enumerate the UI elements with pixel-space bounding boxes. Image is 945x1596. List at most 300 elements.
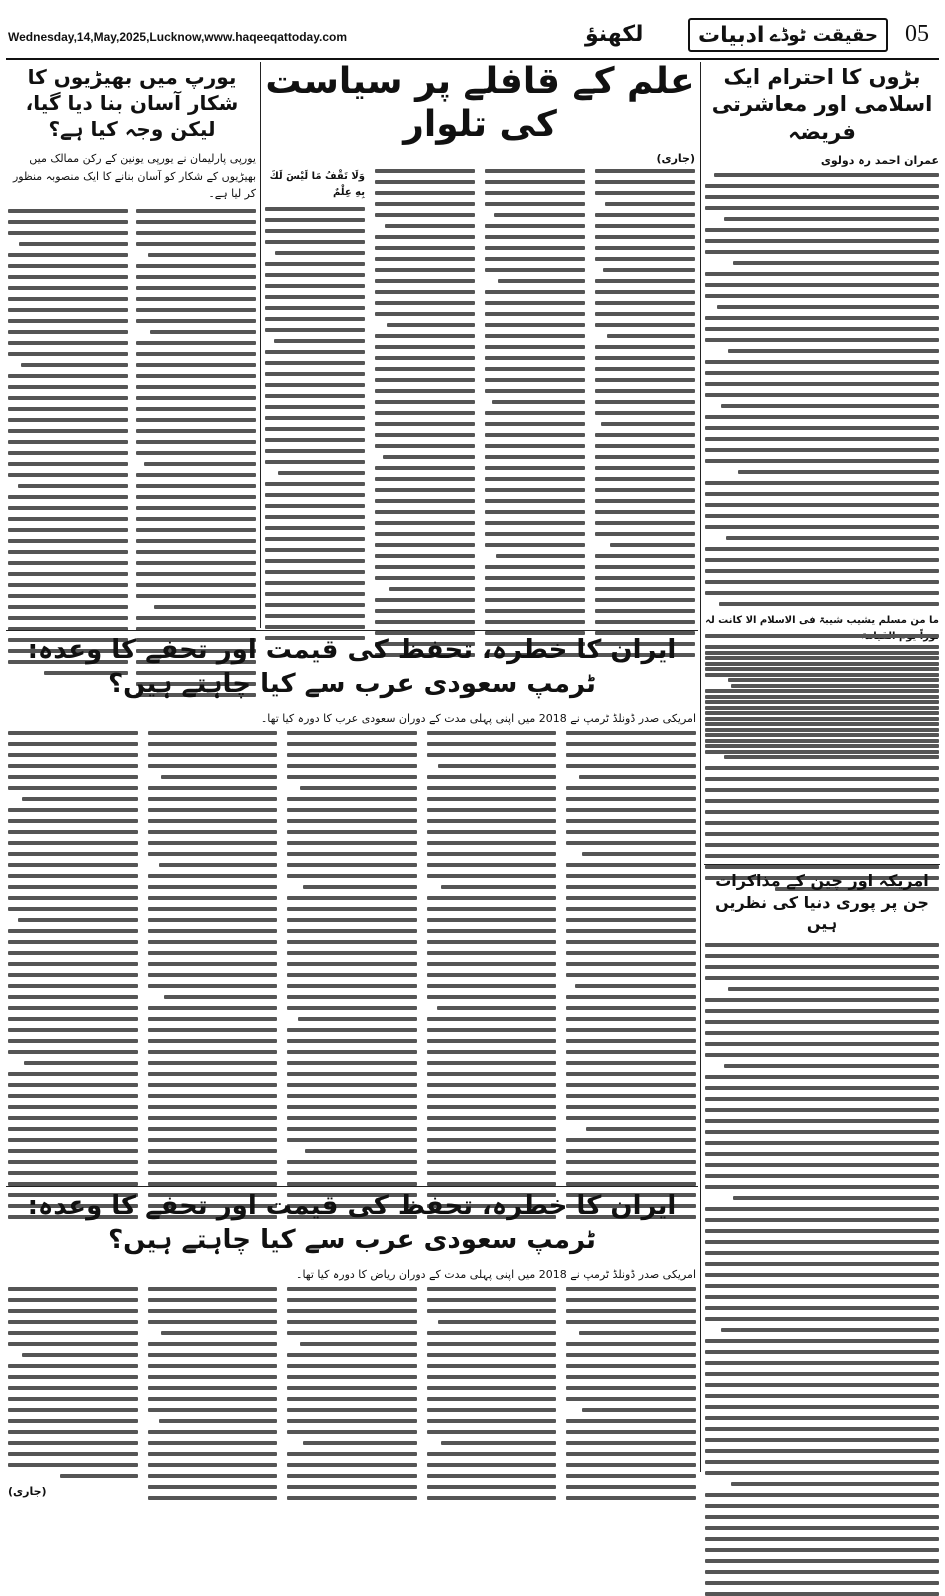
- text-line: [144, 462, 256, 466]
- text-line: [705, 744, 939, 748]
- text-line: [485, 444, 585, 448]
- text-line: [136, 209, 256, 213]
- text-line: [485, 543, 585, 547]
- text-line: [8, 352, 128, 356]
- text-line: [375, 576, 475, 580]
- text-line: [566, 1138, 696, 1142]
- text-line: [287, 775, 417, 779]
- text-line: [136, 363, 256, 367]
- text-line: [287, 731, 417, 735]
- text-line: [566, 786, 696, 790]
- text-line: [148, 1028, 278, 1032]
- text-line: [427, 1485, 557, 1489]
- text-line: [136, 440, 256, 444]
- text-line: [148, 1485, 278, 1489]
- middle-section-rule: [6, 1186, 698, 1187]
- text-line: [705, 492, 939, 496]
- text-line: [427, 1061, 557, 1065]
- text-line: [150, 330, 256, 334]
- trump-article: [8, 634, 696, 1182]
- text-line: [287, 995, 417, 999]
- text-line: [427, 1017, 557, 1021]
- text-line: [566, 1050, 696, 1054]
- text-line: [427, 1094, 557, 1098]
- text-line: [8, 885, 138, 889]
- text-line: [8, 264, 128, 268]
- text-line: [148, 1072, 278, 1076]
- text-line: [566, 1452, 696, 1456]
- text-line: [8, 517, 128, 521]
- text-line: [8, 1430, 138, 1434]
- text-line: [705, 1449, 939, 1453]
- text-line: [148, 1149, 278, 1153]
- text-line: [566, 940, 696, 944]
- text-line: [485, 246, 585, 250]
- text-line: [136, 495, 256, 499]
- text-line: [485, 235, 585, 239]
- text-line: [566, 731, 696, 735]
- text-line: [427, 852, 557, 856]
- text-line: [427, 830, 557, 834]
- text-line: [8, 764, 138, 768]
- text-line: [705, 1031, 939, 1035]
- knowledge-article-continued: (جاری): [656, 152, 695, 166]
- text-line: [265, 372, 365, 376]
- text-line: [485, 378, 585, 382]
- text-line: [494, 213, 585, 217]
- text-line: [427, 995, 557, 999]
- text-line: [148, 1386, 278, 1390]
- text-line: [148, 1050, 278, 1054]
- text-line: [8, 418, 128, 422]
- text-line: [8, 539, 128, 543]
- text-line: [375, 609, 475, 613]
- text-line: [8, 1017, 138, 1021]
- text-line: [148, 1061, 278, 1065]
- text-line: [8, 561, 128, 565]
- text-line: [566, 1397, 696, 1401]
- text-line: [60, 1474, 138, 1478]
- text-line: [485, 180, 585, 184]
- text-line: [427, 863, 557, 867]
- text-line: [485, 268, 585, 272]
- text-line: [566, 1353, 696, 1357]
- text-line: [136, 264, 256, 268]
- text-line: [265, 361, 365, 365]
- text-line: [287, 808, 417, 812]
- text-line: [375, 301, 475, 305]
- text-line: [485, 576, 585, 580]
- text-line: [148, 962, 278, 966]
- text-line: [136, 451, 256, 455]
- text-line: [705, 1152, 939, 1156]
- text-line: [496, 554, 585, 558]
- text-line: [148, 896, 278, 900]
- text-line: [427, 1397, 557, 1401]
- text-line: [136, 319, 256, 323]
- text-line: [375, 169, 475, 173]
- text-line: [148, 918, 278, 922]
- text-line: [8, 841, 138, 845]
- text-line: [427, 1430, 557, 1434]
- text-line: [595, 290, 695, 294]
- text-line: [719, 602, 939, 606]
- text-line: [566, 1116, 696, 1120]
- text-line: [595, 488, 695, 492]
- text-line: [375, 290, 475, 294]
- text-line: [375, 202, 475, 206]
- text-line: [427, 1160, 557, 1164]
- text-line: [287, 1061, 417, 1065]
- text-line: [148, 764, 278, 768]
- text-line: [595, 312, 695, 316]
- text-line: [705, 1207, 939, 1211]
- text-line: [714, 173, 939, 177]
- text-line: [8, 863, 138, 867]
- text-line: [8, 253, 128, 257]
- text-line: [148, 1171, 278, 1175]
- text-line: [427, 1149, 557, 1153]
- text-line: [705, 250, 939, 254]
- text-line: [8, 1375, 138, 1379]
- text-line: [136, 275, 256, 279]
- text-line: [705, 1383, 939, 1387]
- text-line: [148, 1320, 278, 1324]
- text-line: [8, 1408, 138, 1412]
- text-line: [566, 896, 696, 900]
- text-line: [595, 213, 695, 217]
- text-line: [148, 1452, 278, 1456]
- text-line: [485, 191, 585, 195]
- text-line: [595, 455, 695, 459]
- text-line: [724, 1064, 939, 1068]
- text-line: [8, 473, 128, 477]
- text-line: [8, 753, 138, 757]
- text-line: [498, 279, 585, 283]
- text-line: [287, 918, 417, 922]
- text-line: [375, 268, 475, 272]
- trump-article-repeat-title: ایران کا خطرہ، تحفظ کی قیمت اور تحفے کا وعدہ: ٹرمپ سعودی عرب سے کیا چاہتے ہیں؟: [27, 1191, 677, 1255]
- text-line: [375, 400, 475, 404]
- text-line: [265, 515, 365, 519]
- text-line: [705, 1438, 939, 1442]
- text-line: [427, 1353, 557, 1357]
- text-line: [265, 262, 365, 266]
- text-line: [582, 852, 696, 856]
- text-line: [136, 506, 256, 510]
- text-line: [566, 841, 696, 845]
- text-line: [485, 290, 585, 294]
- text-line: [485, 202, 585, 206]
- text-line: [724, 217, 939, 221]
- text-line: [8, 973, 138, 977]
- text-line: [595, 191, 695, 195]
- text-line: [8, 1386, 138, 1390]
- text-line: [705, 437, 939, 441]
- text-line: [705, 976, 939, 980]
- text-line: [265, 240, 365, 244]
- text-line: [287, 764, 417, 768]
- text-line: [375, 345, 475, 349]
- text-line: [375, 499, 475, 503]
- text-line: [566, 742, 696, 746]
- text-line: [566, 797, 696, 801]
- text-line: [427, 1083, 557, 1087]
- text-line: [8, 385, 128, 389]
- text-line: [265, 592, 365, 596]
- text-line: [161, 1331, 278, 1335]
- respect-article-title: بڑوں کا احترام ایک اسلامی اور معاشرتی فریضہ: [711, 65, 933, 144]
- trump-article-title: ایران کا خطرہ، تحفظ کی قیمت اور تحفے کا وعدہ: ٹرمپ سعودی عرب سے کیا چاہتے ہیں؟: [27, 635, 677, 699]
- text-line: [148, 819, 278, 823]
- text-line: [566, 1419, 696, 1423]
- text-line: [427, 896, 557, 900]
- text-line: [595, 477, 695, 481]
- text-line: [733, 261, 939, 265]
- text-line: [287, 1006, 417, 1010]
- text-line: [136, 396, 256, 400]
- text-line: [8, 1083, 138, 1087]
- text-line: [136, 583, 256, 587]
- text-line: [287, 1408, 417, 1412]
- text-line: [427, 962, 557, 966]
- text-line: [427, 984, 557, 988]
- text-line: [566, 764, 696, 768]
- text-line: [265, 328, 365, 332]
- text-line: [287, 907, 417, 911]
- text-line: [287, 742, 417, 746]
- text-line: [8, 462, 128, 466]
- text-line: [595, 169, 695, 173]
- text-line: [8, 1171, 138, 1175]
- text-line: [148, 1116, 278, 1120]
- text-line: [566, 1364, 696, 1368]
- text-line: [705, 459, 939, 463]
- text-line: [287, 1397, 417, 1401]
- text-line: [300, 786, 417, 790]
- text-line: [705, 239, 939, 243]
- text-line: [148, 797, 278, 801]
- text-line: [8, 1364, 138, 1368]
- text-line: [566, 1441, 696, 1445]
- text-line: [265, 284, 365, 288]
- text-line: [492, 400, 585, 404]
- text-line: [287, 1353, 417, 1357]
- respect-article-hadith: ما من مسلم یشیب شیبۃ فی الاسلام الا کانت لہ: [705, 614, 939, 626]
- text-line: [148, 1375, 278, 1379]
- text-line: [485, 169, 585, 173]
- text-line: [159, 863, 277, 867]
- text-line: [8, 550, 128, 554]
- text-line: [705, 1185, 939, 1189]
- text-line: [705, 1075, 939, 1079]
- text-line: [287, 1463, 417, 1467]
- text-line: [22, 1353, 137, 1357]
- text-line: [575, 984, 696, 988]
- text-line: [8, 995, 138, 999]
- text-line: [601, 422, 695, 426]
- knowledge-article-quote: وَلَا تَقْفُ مَا لَيْسَ لَكَ بِهِ عِلْمٌ: [269, 171, 365, 199]
- text-line: [566, 1386, 696, 1390]
- text-line: [287, 1127, 417, 1131]
- text-line: [705, 1042, 939, 1046]
- text-line: [8, 440, 128, 444]
- text-line: [136, 308, 256, 312]
- text-line: [287, 1028, 417, 1032]
- text-line: [705, 1130, 939, 1134]
- text-line: [595, 235, 695, 239]
- text-line: [275, 251, 365, 255]
- text-line: [8, 1419, 138, 1423]
- text-line: [705, 965, 939, 969]
- text-line: [721, 404, 939, 408]
- text-line: [136, 561, 256, 565]
- text-line: [485, 488, 585, 492]
- text-line: [579, 1331, 696, 1335]
- text-line: [8, 308, 128, 312]
- text-line: [566, 1171, 696, 1175]
- text-line: [566, 1320, 696, 1324]
- text-line: [485, 587, 585, 591]
- knowledge-article-body: [265, 169, 695, 664]
- text-line: [705, 525, 939, 529]
- text-line: [595, 367, 695, 371]
- text-line: [265, 438, 365, 442]
- text-line: [265, 394, 365, 398]
- text-line: [705, 799, 939, 803]
- text-line: [705, 1592, 939, 1596]
- text-line: [8, 616, 128, 620]
- trump-article-repeat-continued: (جاری): [8, 1485, 47, 1499]
- text-line: [485, 620, 585, 624]
- text-line: [485, 334, 585, 338]
- text-line: [705, 514, 939, 518]
- text-line: [148, 929, 278, 933]
- text-line: [287, 1375, 417, 1379]
- text-line: [595, 576, 695, 580]
- text-line: [427, 1342, 557, 1346]
- text-line: [8, 1160, 138, 1164]
- knowledge-article: [265, 60, 695, 628]
- trump-article-repeat-lead: امریکی صدر ڈونلڈ ٹرمپ نے 2018 میں اپنی پہلی مدت کے دوران ریاض کا دورہ کیا تھا۔: [296, 1267, 696, 1281]
- text-line: [566, 929, 696, 933]
- text-line: [375, 598, 475, 602]
- text-line: [375, 466, 475, 470]
- text-line: [705, 1372, 939, 1376]
- text-line: [136, 429, 256, 433]
- text-line: [375, 334, 475, 338]
- text-line: [148, 1160, 278, 1164]
- text-line: [8, 1105, 138, 1109]
- text-line: [8, 1127, 138, 1131]
- city-label: لکھنؤ: [585, 22, 644, 47]
- text-line: [427, 797, 557, 801]
- text-line: [265, 504, 365, 508]
- text-line: [566, 1474, 696, 1478]
- text-line: [24, 1061, 138, 1065]
- text-line: [705, 954, 939, 958]
- text-line: [705, 1262, 939, 1266]
- text-line: [595, 521, 695, 525]
- text-line: [136, 550, 256, 554]
- text-line: [19, 242, 128, 246]
- text-line: [705, 832, 939, 836]
- text-line: [705, 854, 939, 858]
- text-line: [375, 235, 475, 239]
- text-line: [595, 598, 695, 602]
- text-line: [8, 1331, 138, 1335]
- text-line: [389, 587, 475, 591]
- text-line: [705, 1284, 939, 1288]
- right-column-divider: [700, 62, 701, 1472]
- text-line: [705, 1405, 939, 1409]
- text-line: [136, 528, 256, 532]
- text-line: [8, 830, 138, 834]
- text-line: [375, 312, 475, 316]
- text-line: [265, 482, 365, 486]
- text-line: [427, 1039, 557, 1043]
- text-line: [287, 797, 417, 801]
- text-line: [485, 312, 585, 316]
- text-line: [287, 1364, 417, 1368]
- text-line: [287, 1039, 417, 1043]
- text-line: [8, 528, 128, 532]
- text-line: [427, 786, 557, 790]
- respect-article: [705, 64, 939, 624]
- text-line: [485, 521, 585, 525]
- text-line: [705, 1174, 939, 1178]
- text-line: [485, 389, 585, 393]
- text-line: [148, 940, 278, 944]
- text-line: [287, 1171, 417, 1175]
- text-line: [8, 896, 138, 900]
- text-line: [8, 209, 128, 213]
- text-line: [485, 257, 585, 261]
- text-line: [705, 865, 939, 869]
- text-line: [705, 1504, 939, 1508]
- text-line: [705, 591, 939, 595]
- text-line: [427, 918, 557, 922]
- text-line: [18, 918, 137, 922]
- text-line: [485, 323, 585, 327]
- text-line: [136, 517, 256, 521]
- text-line: [427, 1452, 557, 1456]
- text-line: [705, 1108, 939, 1112]
- text-line: [375, 389, 475, 393]
- text-line: [265, 570, 365, 574]
- text-line: [136, 297, 256, 301]
- text-line: [287, 962, 417, 966]
- text-line: [375, 433, 475, 437]
- text-line: [154, 605, 256, 609]
- text-line: [136, 539, 256, 543]
- text-line: [705, 711, 939, 715]
- text-line: [375, 246, 475, 250]
- text-line: [566, 995, 696, 999]
- text-line: [566, 1028, 696, 1032]
- text-line: [148, 973, 278, 977]
- text-line: [8, 731, 138, 735]
- text-line: [8, 275, 128, 279]
- text-line: [705, 393, 939, 397]
- text-line: [595, 180, 695, 184]
- text-line: [705, 788, 939, 792]
- text-line: [566, 1006, 696, 1010]
- text-line: [595, 246, 695, 250]
- text-line: [8, 1342, 138, 1346]
- text-line: [21, 363, 128, 367]
- text-line: [427, 753, 557, 757]
